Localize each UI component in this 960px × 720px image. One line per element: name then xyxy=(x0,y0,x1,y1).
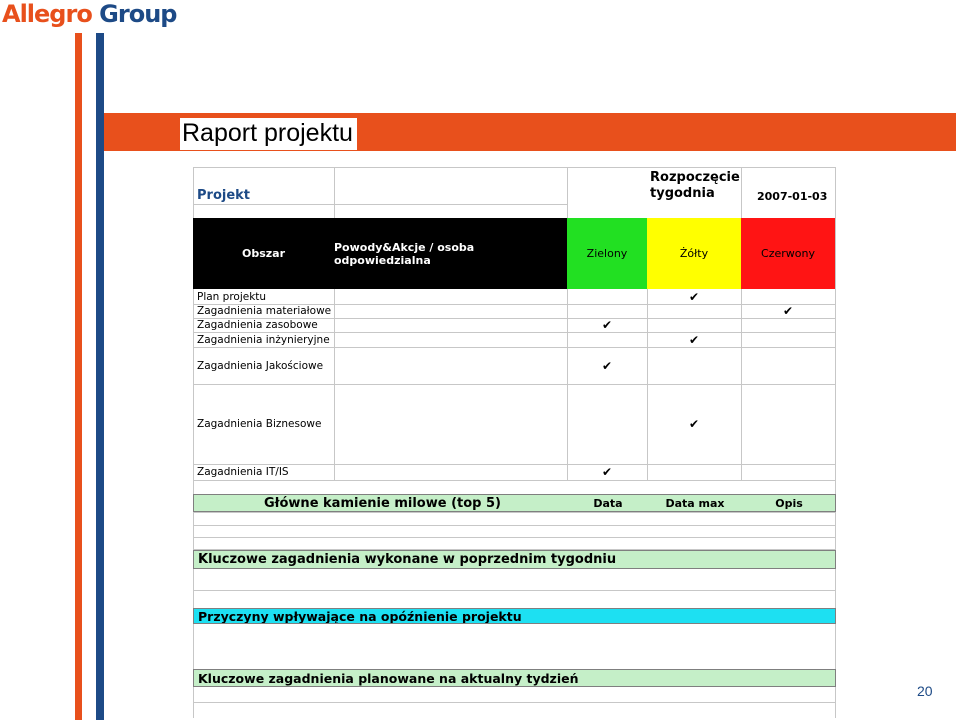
milestones-header-row xyxy=(193,494,836,512)
grid-line xyxy=(741,332,742,347)
grid-line xyxy=(835,167,836,718)
grid-line xyxy=(334,332,335,347)
project-label: Projekt xyxy=(197,188,251,203)
status-row-label: Zagadnienia Biznesowe xyxy=(197,418,322,430)
allegro-group-logo xyxy=(2,0,176,32)
status-row-label: Zagadnienia inżynieryjne xyxy=(197,333,330,346)
grid-line xyxy=(193,167,836,168)
decorative-orange-bar xyxy=(75,33,82,720)
planned-header: Kluczowe zagadnienia planowane na aktualny tydzień xyxy=(193,669,836,687)
check-mark-icon: ✔ xyxy=(782,304,794,318)
grid-line xyxy=(741,347,742,384)
header-area: Obszar xyxy=(193,218,334,289)
grid-line xyxy=(193,204,567,205)
status-row-label: Zagadnienia Jakościowe xyxy=(197,359,324,372)
header-yellow: Żółty xyxy=(647,218,741,289)
grid-line xyxy=(567,332,568,347)
grid-line xyxy=(647,304,648,318)
milestones-col-date: Data xyxy=(593,496,623,510)
milestones-col-desc: Opis xyxy=(775,496,803,510)
grid-line xyxy=(334,384,335,464)
grid-line xyxy=(567,289,568,304)
grid-line xyxy=(193,525,836,526)
grid-line xyxy=(193,702,836,703)
grid-line xyxy=(193,480,836,481)
grid-line xyxy=(567,384,568,464)
header-green: Zielony xyxy=(567,218,647,289)
check-mark-icon: ✔ xyxy=(688,289,700,304)
check-mark-icon: ✔ xyxy=(601,465,613,479)
project-report-sheet xyxy=(193,167,836,718)
status-row-label: Zagadnienia zasobowe xyxy=(197,319,318,331)
grid-line xyxy=(741,384,742,464)
grid-line xyxy=(741,318,742,332)
grid-line xyxy=(647,318,648,332)
grid-line xyxy=(193,590,836,591)
header-red: Czerwony xyxy=(741,218,835,289)
status-row-label: Zagadnienia materiałowe xyxy=(197,305,332,317)
grid-line xyxy=(193,537,836,538)
grid-line xyxy=(647,347,648,384)
grid-line xyxy=(567,304,568,318)
check-mark-icon: ✔ xyxy=(601,318,613,332)
grid-line xyxy=(567,167,568,218)
grid-line xyxy=(334,304,335,318)
logo-allegro-text: Allegro xyxy=(2,0,92,28)
slide-title: Raport projektu xyxy=(180,118,357,150)
page-number: 20 xyxy=(917,683,933,699)
check-mark-icon: ✔ xyxy=(688,417,700,431)
prev-week-header: Kluczowe zagadnienia wykonane w poprzednim tygodniu xyxy=(193,550,836,569)
milestones-col-date-max: Data max xyxy=(665,496,725,510)
status-row-label: Plan projektu xyxy=(197,290,267,303)
delay-reasons-header: Przyczyny wpływające na opóźnienie projektu xyxy=(193,608,836,624)
grid-line xyxy=(647,464,648,480)
grid-line xyxy=(334,347,335,384)
check-mark-icon: ✔ xyxy=(601,358,613,373)
grid-line xyxy=(741,289,742,304)
status-row-label: Zagadnienia IT/IS xyxy=(197,466,289,478)
check-mark-icon: ✔ xyxy=(688,332,700,347)
grid-line xyxy=(334,289,335,304)
grid-line xyxy=(334,318,335,332)
milestones-title: Główne kamienie milowe (top 5) xyxy=(264,495,501,511)
grid-line xyxy=(193,512,836,513)
logo-group-text: Group xyxy=(99,0,177,28)
week-start-date: 2007-01-03 xyxy=(757,190,828,203)
header-reasons: Powody&Akcje / osoba odpowiedzialna xyxy=(334,218,567,289)
decorative-blue-bar xyxy=(96,33,104,720)
grid-line xyxy=(741,464,742,480)
grid-line xyxy=(334,464,335,480)
week-start-label: Rozpoczęcie tygodnia xyxy=(650,170,740,201)
